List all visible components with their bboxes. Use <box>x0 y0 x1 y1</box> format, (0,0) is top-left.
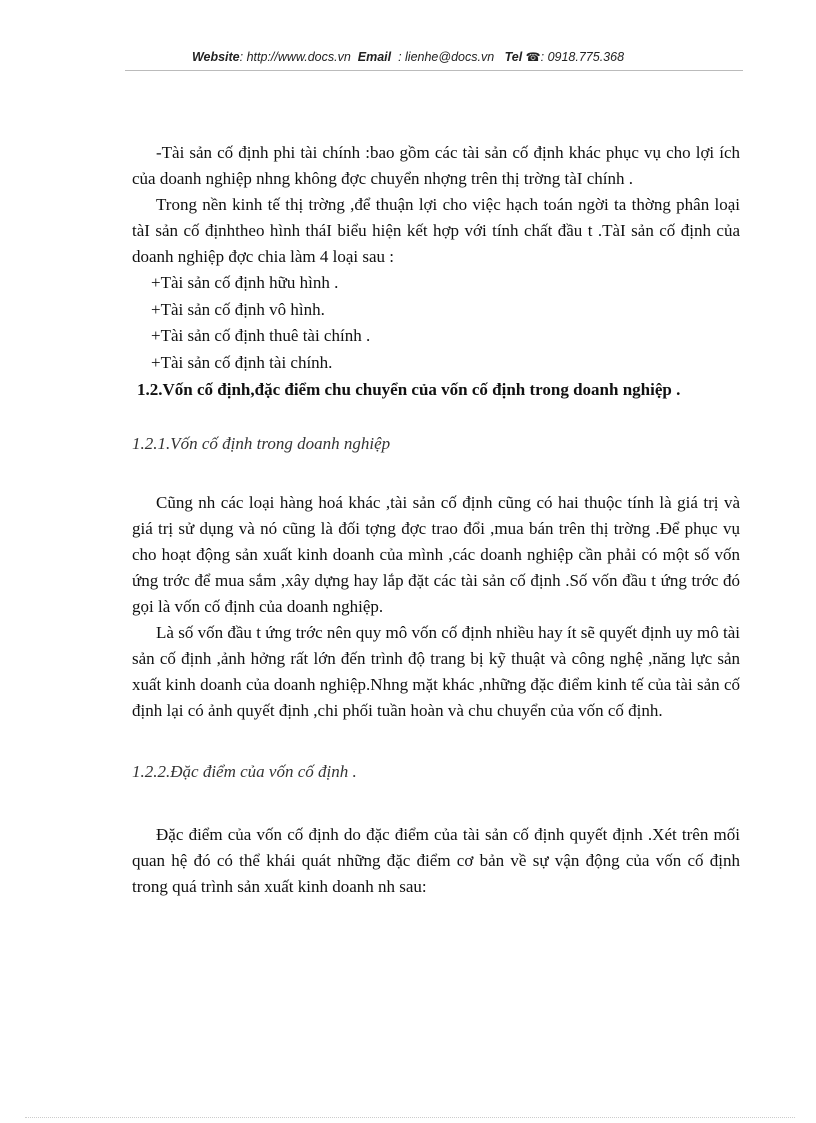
section-heading-1-2-2: 1.2.2.Đặc điểm của vốn cố định . <box>132 762 357 781</box>
footer-rule <box>25 1117 795 1118</box>
list-item: +Tài sản cố định thuê tài chính . <box>151 326 371 345</box>
email-value: : lienhe@docs.vn <box>398 50 495 64</box>
paragraph-non-financial-assets: -Tài sản cố định phi tài chính :bao gồm các tài sản cố định khác phục vụ cho lợi ích của doanh nghiệp nhng không đợc chuyển nhợng trên thị trờng tàI chính . <box>132 143 740 188</box>
header-rule <box>125 70 743 71</box>
list-item: +Tài sản cố định tài chính. <box>151 352 333 372</box>
website-label: Website <box>191 50 240 64</box>
list-item: +Tài sản cố định hữu hình . <box>151 273 339 292</box>
section-heading-1-2-1: 1.2.1.Vốn cố định trong doanh nghiệp <box>132 434 391 453</box>
email-label: Email <box>357 50 392 64</box>
telephone-icon: ☎ <box>525 50 541 64</box>
section-heading-1-2: 1.2.Vốn cố định,đặc điểm chu chuyển của vốn cố định trong doanh nghiệp . <box>137 380 681 399</box>
page-header <box>0 50 816 64</box>
page-content <box>132 140 740 900</box>
website-value: : http://www.docs.vn <box>239 50 351 64</box>
paragraph-fixed-capital-characteristics: Đặc điểm của vốn cố định do đặc điểm của tài sản cố định quyết định .Xét trên mối quan hệ đó có thể khái quát những đặc điểm cơ bản về sự vận động của vốn cố định trong quá trình sản xuất kinh doanh nh sau: <box>132 825 740 896</box>
paragraph-classification: Trong nền kinh tế thị trờng ,để thuận lợi cho việc hạch toán ngời ta thờng phân loại tàI sản cố địnhtheo hình tháI biểu hiện kết hợp với tính chất đầu t .TàI sản cố định của doanh nghiệp đợc chia làm 4 loại sau : <box>132 195 740 266</box>
list-item: +Tài sản cố định vô hình. <box>151 299 325 319</box>
paragraph-fixed-capital-definition: Cũng nh các loại hàng hoá khác ,tài sản cố định cũng có hai thuộc tính là giá trị và giá trị sử dụng và nó cũng là đối tợng đợc trao đổi ,mua bán trên thị trờng .Để phục vụ cho hoạt động sản xuất kinh doanh của mình ,các doanh nghiệp cần phải có một số vốn ứng trớc để mua sắm ,xây dựng hay lắp đặt các tài sản cố định .Số vốn đầu t ứng trớc đó gọi là vốn cố định của doanh nghiệp. <box>132 493 740 616</box>
tel-value: : 0918.775.368 <box>540 50 625 64</box>
paragraph-fixed-capital-scale: Là số vốn đầu t ứng trớc nên quy mô vốn cố định nhiều hay ít sẽ quyết định uy mô tài sản cố định ,ảnh hởng rất lớn đến trình độ trang bị kỹ thuật và công nghệ ,năng lực sản xuất kinh doanh của doanh nghiệp.Nhng mặt khác ,những đặc điểm kinh tế của tài sản cố định lại có ảnh quyết định ,chi phối tuần hoàn và chu chuyển của vốn cố định. <box>132 623 740 720</box>
tel-label: Tel <box>504 50 523 64</box>
